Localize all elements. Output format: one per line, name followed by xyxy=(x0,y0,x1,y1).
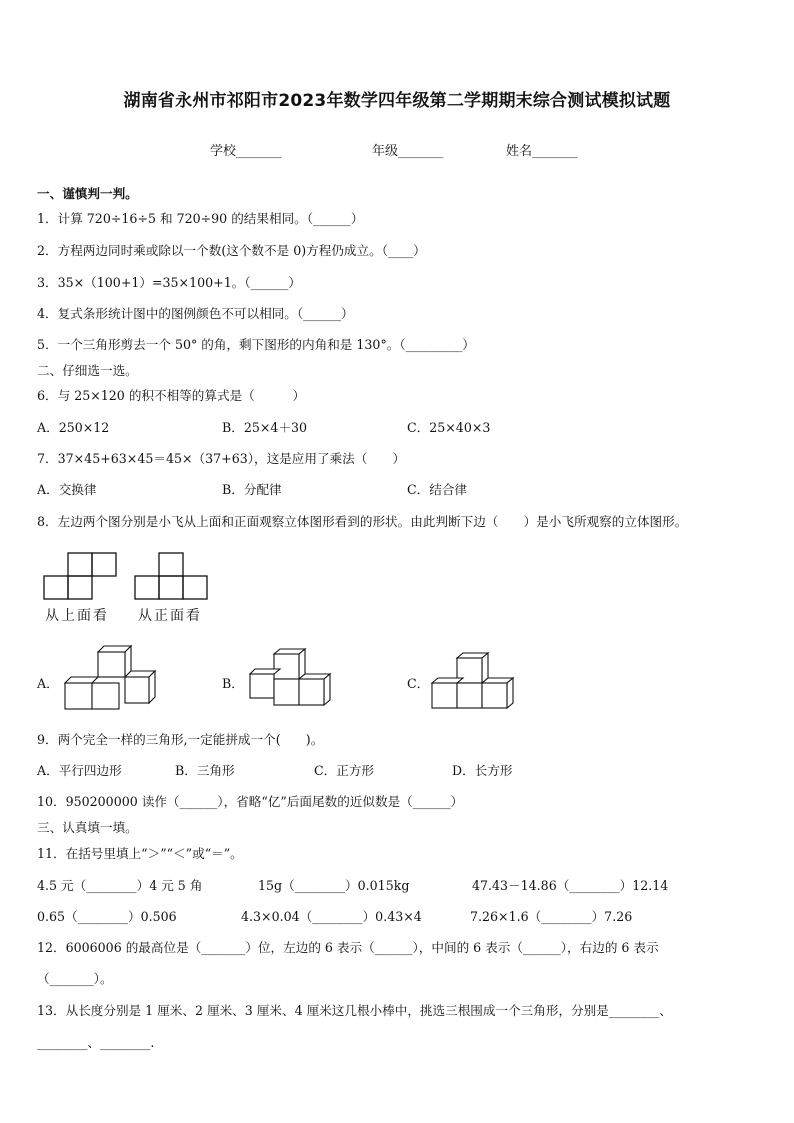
question-12-line-2: （_______）。 xyxy=(37,971,113,986)
school-field[interactable]: 学校_______ xyxy=(210,144,282,159)
q11-item-5: 4.3×0.04（________）0.43×4 xyxy=(241,909,422,924)
q9-option-c[interactable]: C．正方形 xyxy=(314,763,375,778)
q8-option-c[interactable]: C． xyxy=(407,676,430,691)
question-9: 9．两个完全一样的三角形,一定能拼成一个( )。 xyxy=(37,732,324,747)
question-12-line-1: 12．6006006 的最高位是（_______）位，左边的 6 表示（______），中间的 6 表示（______），右边的 6 表示 xyxy=(37,940,659,955)
q6-option-c[interactable]: C．25×40×3 xyxy=(407,420,491,435)
question-13-line-2: ________、________. xyxy=(37,1035,155,1050)
question-7: 7．37×45+63×45＝45×（37+63），这是应用了乘法（ ） xyxy=(37,451,406,466)
question-10: 10．950200000 读作（______），省略“亿”后面尾数的近似数是（______） xyxy=(37,794,464,809)
question-3: 3．35×（100+1）=35×100+1。（______） xyxy=(37,275,301,290)
question-2: 2．方程两边同时乘或除以一个数(这个数不是 0)方程仍成立。（____） xyxy=(37,243,426,258)
question-6: 6．与 25×120 的积不相等的算式是（ ） xyxy=(37,388,306,403)
question-4: 4．复式条形统计图中的图例颜色不可以相同。（______） xyxy=(37,306,354,321)
q7-option-a[interactable]: A．交换律 xyxy=(37,482,97,497)
section-3-heading: 三、认真填一填。 xyxy=(37,820,138,835)
q7-option-b[interactable]: B．分配律 xyxy=(222,482,282,497)
q9-option-d[interactable]: D．长方形 xyxy=(452,763,513,778)
page-title: 湖南省永州市祁阳市2023年数学四年级第二学期期末综合测试模拟试题 xyxy=(123,91,671,111)
question-13-line-1: 13．从长度分别是 1 厘米、2 厘米、3 厘米、4 厘米这几根小棒中，挑选三根围成一个三角形，分别是________、 xyxy=(37,1003,672,1018)
q8-option-b[interactable]: B． xyxy=(222,676,244,691)
q9-option-b[interactable]: B．三角形 xyxy=(175,763,235,778)
q11-item-1: 4.5 元（________）4 元 5 角 xyxy=(37,878,203,893)
q11-item-3: 47.43－14.86（________）12.14 xyxy=(472,878,669,893)
top-view-figure xyxy=(43,552,121,600)
question-5: 5．一个三角形剪去一个 50° 的角，剩下图形的内角和是 130°。（_________） xyxy=(37,337,475,352)
question-1: 1．计算 720÷16÷5 和 720÷90 的结果相同。（______） xyxy=(37,211,364,226)
q8-option-c-figure[interactable] xyxy=(431,652,515,710)
section-2-heading: 二、仔细选一选。 xyxy=(37,363,138,378)
q11-item-2: 15g（________）0.015kg xyxy=(258,878,410,893)
question-11: 11．在括号里填上“＞”“＜”或“＝”。 xyxy=(37,846,243,861)
q8-option-b-figure[interactable] xyxy=(249,648,331,708)
front-view-label: 从正面看 xyxy=(138,608,202,624)
front-view-figure xyxy=(134,552,212,600)
q8-option-a-figure[interactable] xyxy=(64,645,156,711)
grade-field[interactable]: 年级_______ xyxy=(372,144,444,159)
top-view-label: 从上面看 xyxy=(45,608,109,624)
q7-option-c[interactable]: C．结合律 xyxy=(407,482,468,497)
q11-item-6: 7.26×1.6（________）7.26 xyxy=(470,909,633,924)
name-field[interactable]: 姓名_______ xyxy=(506,144,578,159)
q8-option-a[interactable]: A． xyxy=(37,676,59,691)
q9-option-a[interactable]: A．平行四边形 xyxy=(37,763,122,778)
q6-option-b[interactable]: B．25×4＋30 xyxy=(222,420,308,435)
question-8: 8．左边两个图分别是小飞从上面和正面观察立体图形看到的形状。由此判断下边（ ）是小飞所观察的立体图形。 xyxy=(37,514,688,529)
q6-option-a[interactable]: A．250×12 xyxy=(37,420,110,435)
q11-item-4: 0.65（________）0.506 xyxy=(37,909,177,924)
section-1-heading: 一、谨慎判一判。 xyxy=(37,186,138,201)
